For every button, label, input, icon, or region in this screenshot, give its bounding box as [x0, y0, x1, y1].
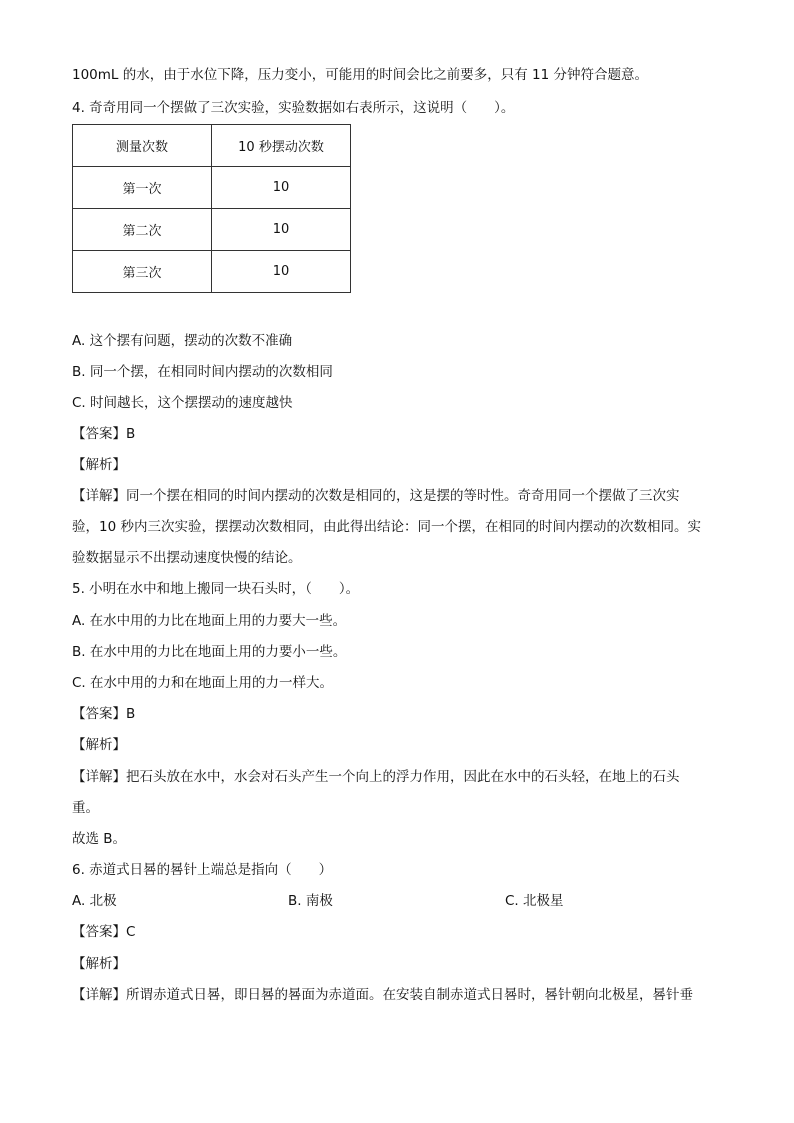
- table-header-cell: 10 秒摆动次数: [211, 125, 350, 167]
- question-5-option-c: C. 在水中用的力和在地面上用的力一样大。: [72, 675, 334, 691]
- question-4-detail-line: 【详解】同一个摆在相同的时间内摆动的次数是相同的，这是摆的等时性。奇奇用同一个摆做了三次实: [72, 488, 680, 504]
- question-6-option-b: B. 南极: [288, 893, 333, 909]
- question-5-option-a: A. 在水中用的力比在地面上用的力要大一些。: [72, 613, 347, 629]
- question-4-stem: 4. 奇奇用同一个摆做了三次实验，实验数据如右表所示，这说明（ ）。: [72, 100, 515, 116]
- table-cell: 10: [211, 251, 350, 293]
- question-4-option-a: A. 这个摆有问题，摆动的次数不准确: [72, 333, 293, 349]
- table-cell: 10: [211, 167, 350, 209]
- question-4-option-c: C. 时间越长，这个摆摆动的速度越快: [72, 395, 293, 411]
- question-6-option-a: A. 北极: [72, 893, 117, 909]
- question-5-option-b: B. 在水中用的力比在地面上用的力要小一些。: [72, 644, 347, 660]
- question-4-detail-line: 验，10 秒内三次实验，摆摆动次数相同，由此得出结论：同一个摆，在相同的时间内摆动的次数相同。实: [72, 519, 701, 535]
- table-cell: 第三次: [73, 251, 212, 293]
- question-6-stem: 6. 赤道式日晷的晷针上端总是指向（ ）: [72, 862, 333, 878]
- question-4-answer: 【答案】B: [72, 426, 136, 442]
- question-6-option-c: C. 北极星: [505, 893, 564, 909]
- question-5-analysis-label: 【解析】: [72, 737, 126, 753]
- intro-line: 100mL 的水，由于水位下降，压力变小，可能用的时间会比之前要多，只有 11 分钟符合题意。: [72, 67, 648, 83]
- table-row: [73, 209, 351, 251]
- table-header-row: [73, 125, 351, 167]
- question-5-conclusion: 故选 B。: [72, 831, 127, 847]
- question-6-detail-line: 【详解】所谓赤道式日晷，即日晷的晷面为赤道面。在安装自制赤道式日晷时，晷针朝向北极星，晷针垂: [72, 987, 693, 1003]
- question-4-analysis-label: 【解析】: [72, 457, 126, 473]
- question-5-detail-line: 重。: [72, 800, 99, 816]
- pendulum-data-table: [72, 124, 351, 293]
- table-row: [73, 251, 351, 293]
- table-row: [73, 167, 351, 209]
- table-cell: 10: [211, 209, 350, 251]
- table-cell: 第二次: [73, 209, 212, 251]
- question-6-analysis-label: 【解析】: [72, 956, 126, 972]
- question-4-option-b: B. 同一个摆，在相同时间内摆动的次数相同: [72, 364, 333, 380]
- question-6-answer: 【答案】C: [72, 924, 136, 940]
- question-5-answer: 【答案】B: [72, 706, 136, 722]
- question-5-detail-line: 【详解】把石头放在水中，水会对石头产生一个向上的浮力作用，因此在水中的石头轻，在地上的石头: [72, 769, 680, 785]
- question-5-stem: 5. 小明在水中和地上搬同一块石头时，（ ）。: [72, 581, 360, 597]
- question-4-detail-line: 验数据显示不出摆动速度快慢的结论。: [72, 550, 302, 566]
- table-header-cell: 测量次数: [73, 125, 212, 167]
- table-cell: 第一次: [73, 167, 212, 209]
